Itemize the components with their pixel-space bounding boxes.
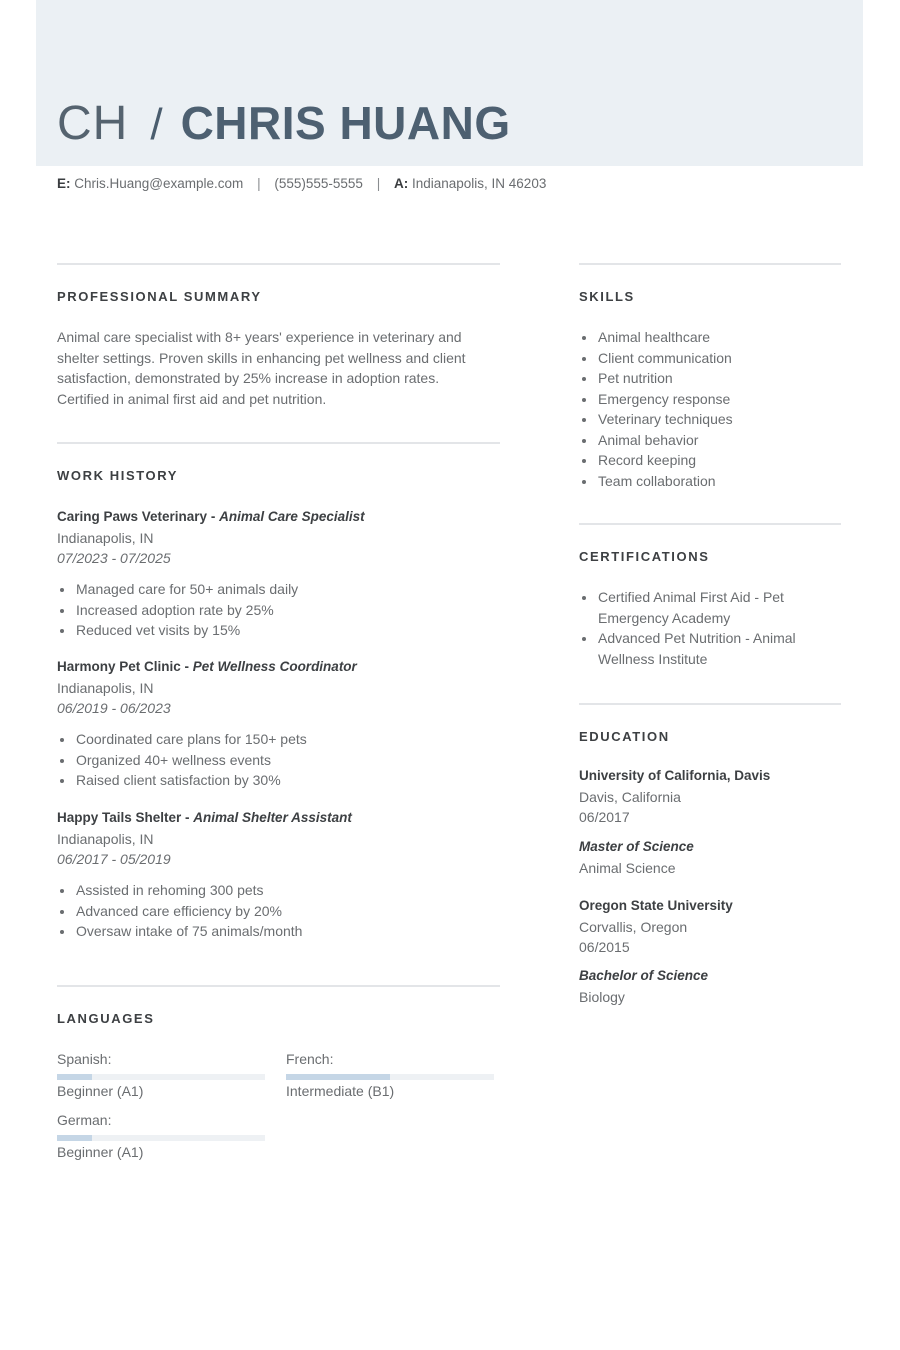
address-value: Indianapolis, IN 46203	[411, 176, 547, 191]
contact-separator: |	[376, 176, 381, 191]
job-dates: 07/2023 - 07/2025	[57, 550, 171, 566]
certification-line: Advanced Pet Nutrition - Animal	[598, 630, 796, 646]
language-bar-track	[286, 1074, 494, 1080]
language-name: German:	[57, 1112, 112, 1128]
job-dash: -	[207, 509, 220, 524]
section-divider	[579, 703, 841, 705]
list-item: Assisted in rehoming 300 pets	[57, 880, 497, 901]
summary-line: Animal care specialist with 8+ years' experience in veterinary and	[57, 329, 462, 345]
list-item: Coordinated care plans for 150+ pets	[57, 729, 497, 750]
education-school: University of California, Davis	[579, 768, 771, 783]
certification-line: Certified Animal First Aid - Pet	[598, 589, 784, 605]
job-company: Caring Paws Veterinary	[57, 509, 208, 524]
certifications-title: CERTIFICATIONS	[579, 549, 710, 564]
address-label: A:	[393, 176, 409, 191]
job-company: Happy Tails Shelter	[57, 810, 182, 825]
education-field: Biology	[579, 989, 625, 1005]
skill-item: Team collaboration	[579, 471, 841, 492]
education-field: Animal Science	[579, 860, 676, 876]
language-bar-fill	[286, 1074, 390, 1080]
skill-item: Veterinary techniques	[579, 409, 841, 430]
skill-item: Client communication	[579, 348, 841, 369]
certification-item	[579, 587, 841, 628]
job-dates: 06/2017 - 05/2019	[57, 851, 171, 867]
job-dash: -	[181, 810, 194, 825]
summary-text	[57, 327, 502, 409]
email-label: E:	[57, 176, 71, 191]
list-item: Raised client satisfaction by 30%	[57, 770, 497, 791]
language-level: Beginner (A1)	[57, 1144, 144, 1160]
education-location: Davis, California	[579, 789, 681, 805]
name-initials: CH	[57, 97, 129, 150]
job-bullets	[57, 729, 497, 791]
education-location: Corvallis, Oregon	[579, 919, 688, 935]
full-name: CHRIS HUANG	[180, 97, 511, 149]
contact-separator: |	[257, 176, 261, 191]
job-dates: 06/2019 - 06/2023	[57, 700, 171, 716]
skill-item: Animal behavior	[579, 430, 841, 451]
job-title-line	[57, 509, 365, 524]
section-divider	[57, 985, 500, 987]
job-location: Indianapolis, IN	[57, 530, 154, 546]
skill-item: Record keeping	[579, 450, 841, 471]
skill-item: Animal healthcare	[579, 327, 841, 348]
certification-line: Wellness Institute	[598, 650, 708, 667]
work-history-title: WORK HISTORY	[57, 468, 179, 483]
list-item: Reduced vet visits by 15%	[57, 620, 497, 641]
language-level: Intermediate (B1)	[286, 1083, 395, 1099]
job-role: Animal Shelter Assistant	[193, 810, 352, 825]
certification-item	[579, 628, 841, 669]
languages-title: LANGUAGES	[57, 1011, 155, 1026]
phone-value: (555)555-5555	[274, 176, 363, 191]
job-role: Pet Wellness Coordinator	[192, 659, 357, 674]
job-company: Harmony Pet Clinic	[57, 659, 181, 674]
list-item: Managed care for 50+ animals daily	[57, 579, 497, 600]
language-name: French:	[286, 1051, 334, 1067]
language-bar-fill	[57, 1135, 92, 1141]
education-title: EDUCATION	[579, 729, 670, 744]
section-divider	[57, 263, 500, 265]
education-school: Oregon State University	[579, 898, 733, 913]
list-item: Increased adoption rate by 25%	[57, 600, 497, 621]
name-heading	[57, 96, 511, 156]
list-item: Oversaw intake of 75 animals/month	[57, 921, 497, 942]
language-bar-track	[57, 1135, 265, 1141]
list-item: Organized 40+ wellness events	[57, 750, 497, 771]
job-dash: -	[180, 659, 193, 674]
summary-title: PROFESSIONAL SUMMARY	[57, 289, 262, 304]
name-slash: /	[150, 100, 163, 149]
skills-title: SKILLS	[579, 289, 635, 304]
language-bar-track	[57, 1074, 265, 1080]
certification-line: Emergency Academy	[598, 609, 731, 626]
education-date: 06/2017	[579, 809, 630, 825]
skills-list	[579, 327, 841, 491]
education-degree: Master of Science	[579, 839, 694, 854]
job-location: Indianapolis, IN	[57, 680, 154, 696]
job-title-line	[57, 810, 352, 825]
skill-item: Emergency response	[579, 389, 841, 410]
language-bar-fill	[57, 1074, 92, 1080]
job-title-line	[57, 659, 357, 674]
certifications-list	[579, 587, 841, 669]
job-role: Animal Care Specialist	[219, 509, 365, 524]
summary-line: Certified in animal first aid and pet nutrition.	[57, 390, 327, 407]
summary-line: shelter settings. Proven skills in enhancing pet wellness and client	[57, 349, 466, 366]
summary-line: satisfaction, demonstrated by 25% increase in adoption rates.	[57, 370, 440, 386]
language-name: Spanish:	[57, 1051, 112, 1067]
email-value: Chris.Huang@example.com	[74, 176, 244, 191]
list-item: Advanced care efficiency by 20%	[57, 901, 497, 922]
education-date: 06/2015	[579, 939, 630, 955]
education-degree: Bachelor of Science	[579, 968, 709, 983]
language-level: Beginner (A1)	[57, 1083, 144, 1099]
section-divider	[579, 523, 841, 525]
job-location: Indianapolis, IN	[57, 831, 154, 847]
job-bullets	[57, 880, 497, 942]
contact-line	[57, 176, 546, 191]
skill-item: Pet nutrition	[579, 368, 841, 389]
section-divider	[57, 442, 500, 444]
section-divider	[579, 263, 841, 265]
job-bullets	[57, 579, 497, 641]
